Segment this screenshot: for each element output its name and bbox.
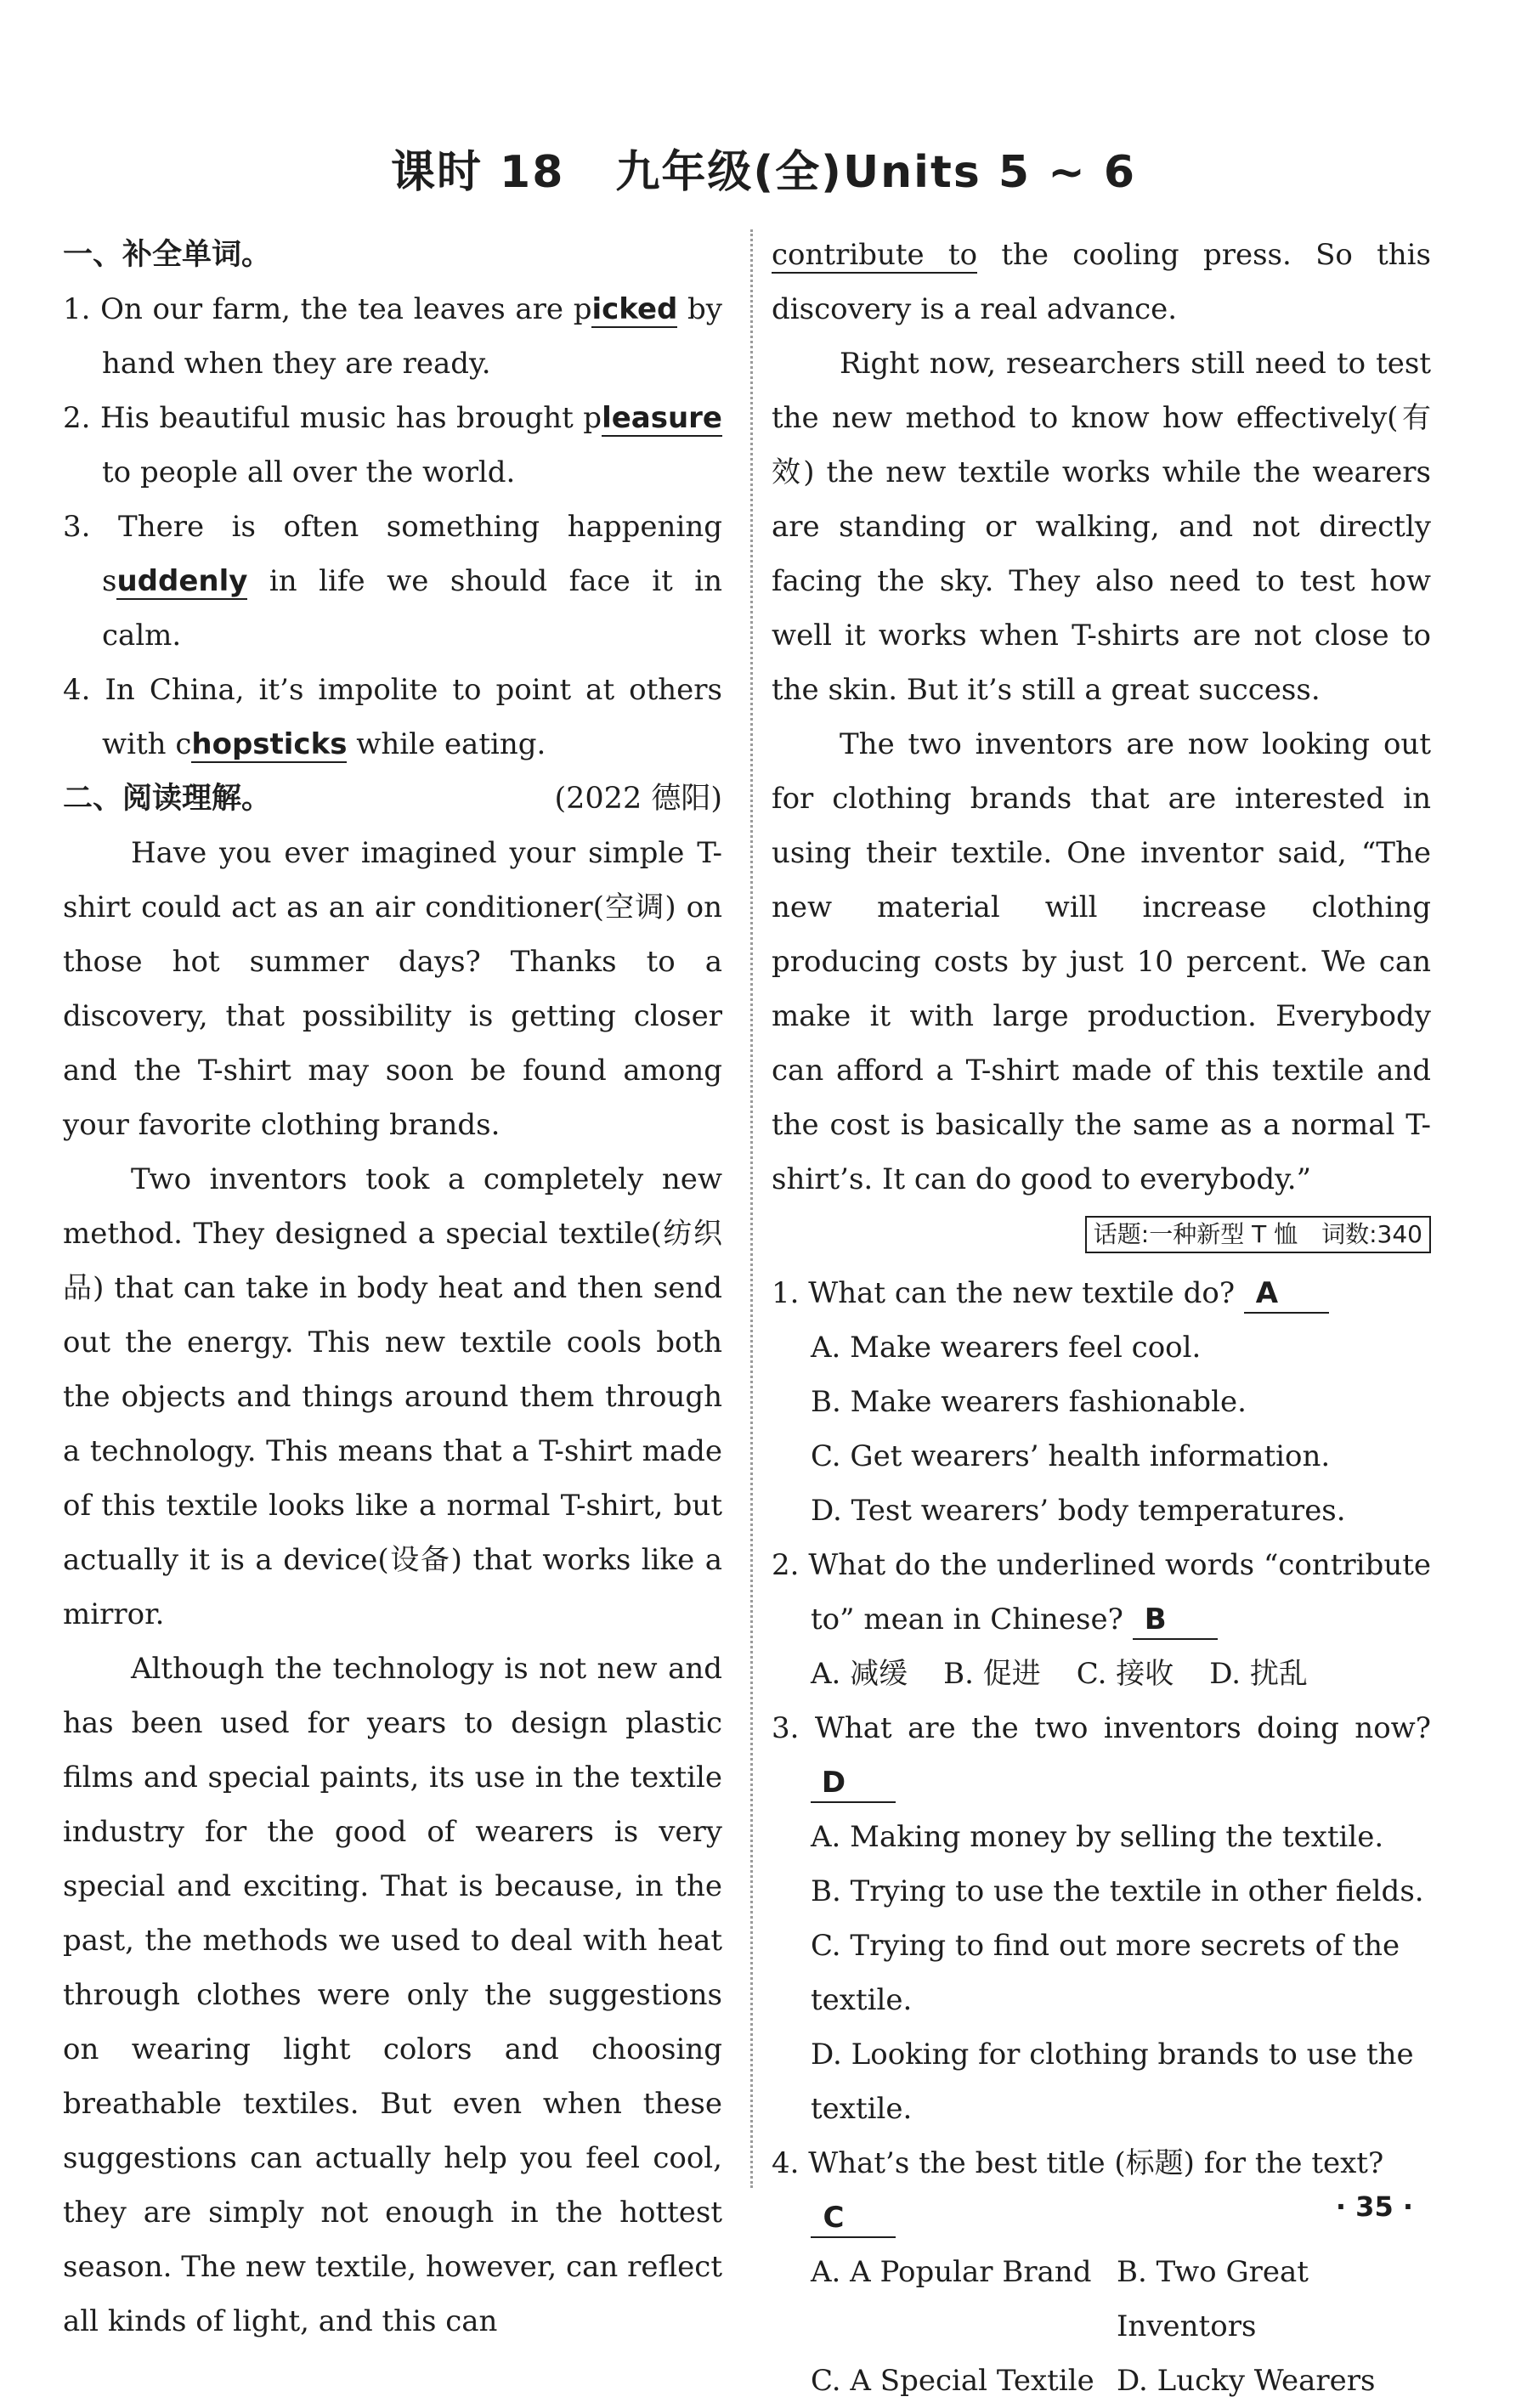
left-column	[63, 228, 722, 2349]
lesson-label: 课时 18	[390, 147, 565, 198]
page-number: · 35 ·	[1335, 2190, 1413, 2223]
q3-option-a: A. Making money by selling the textile.	[811, 1820, 1384, 1854]
answer-4: C	[811, 2199, 896, 2238]
grade-label: 九年级(全)Units 5 ~ 6	[615, 147, 1137, 198]
passage-paragraph-3-cont: contribute to the cooling press. So this discovery is a real advance.	[772, 238, 1431, 326]
q2-option-b: B. 促进	[943, 1657, 1041, 1691]
section1-heading: 一、补全单词。	[63, 238, 272, 272]
topic-tag: 话题:一种新型 T 恤 词数:340	[1085, 1216, 1431, 1253]
question-3: 3. What are the two inventors doing now? D	[772, 1701, 1431, 1810]
source-label: (2022 德阳)	[554, 782, 722, 816]
passage-paragraph-5: The two inventors are now looking out for clothing brands that are interested in using their textile. One inventor said, “The new material will increase clothing producing costs by just 10 percent. We can make it with large production. Everybody can afford a T-shirt made of this textile and the cost is basically the same as a normal T-shirt’s. It can do good to everybody.”	[772, 727, 1431, 1196]
fill-item-4: 4. In China, it’s impolite to point at others with chopsticks while eating.	[63, 673, 722, 761]
question-2: 2. What do the underlined words “contribute to” mean in Chinese? B	[772, 1538, 1431, 1647]
q1-option-a: A. Make wearers feel cool.	[811, 1331, 1202, 1365]
q3-option-b: B. Trying to use the textile in other fields.	[811, 1874, 1424, 1908]
passage-paragraph-1: Have you ever imagined your simple T-shirt could act as an air conditioner(空调) on those hot summer days? Thanks to a discovery, that possibility is getting closer and the T-shirt may soon be found among your favorite clothing brands.	[63, 836, 722, 1142]
fill-item-3: 3. There is often something happening suddenly in life we should face it in calm.	[63, 510, 722, 653]
question-1: 1. What can the new textile do? A	[772, 1266, 1431, 1320]
fill-answer-1: icked	[591, 292, 678, 326]
q1-option-b: B. Make wearers fashionable.	[811, 1385, 1247, 1419]
q3-option-d: D. Looking for clothing brands to use the textile.	[811, 2038, 1414, 2126]
q4-option-a: A. A Popular Brand	[811, 2255, 1092, 2289]
q2-option-c: C. 接收	[1076, 1657, 1174, 1691]
q4-option-b: B. Two Great Inventors	[1117, 2255, 1309, 2343]
passage-paragraph-4: Right now, researchers still need to test the new method to know how effectively(有效) the new textile works while the wearers are standing or walking, and not directly facing the sky. They also need to test how well it works when T-shirts are not close to the skin. But it’s still a great success.	[772, 347, 1431, 707]
column-divider	[750, 229, 753, 2188]
right-column	[772, 228, 1431, 2408]
fill-item-2: 2. His beautiful music has brought pleasure to people all over the world.	[63, 401, 722, 489]
answer-1: A	[1244, 1275, 1329, 1314]
q2-option-a: A. 减缓	[811, 1657, 908, 1691]
fill-answer-3: uddenly	[116, 564, 248, 598]
section2-heading: 二、阅读理解。 (2022 德阳)	[63, 772, 722, 826]
answer-2: B	[1133, 1601, 1218, 1640]
fill-item-1: 1. On our farm, the tea leaves are picked by hand when they are ready.	[63, 292, 723, 381]
fill-answer-2: leasure	[602, 401, 722, 435]
passage-paragraph-2: Two inventors took a completely new method. They designed a special textile(纺织品) that can take in body heat and then send out the energy. This new textile cools both the objects and things around them through a technology. This means that a T-shirt made of this textile looks like a normal T-shirt, but actually it is a device(设备) that works like a mirror.	[63, 1162, 722, 1631]
passage-paragraph-3: Although the technology is not new and has been used for years to design plastic films and special paints, its use in the textile industry for the good of wearers is very special and exciting. That is because, in the past, the methods we used to deal with heat through clothes were only the suggestions on wearing light colors and choosing breathable textiles. But even when these suggestions can actually help you feel cool, they are simply not enough in the hottest season. The new textile, however, can reflect all kinds of light, and this can	[63, 1652, 722, 2338]
q1-option-d: D. Test wearers’ body temperatures.	[811, 1494, 1346, 1528]
q3-option-c: C. Trying to find out more secrets of the textile.	[811, 1929, 1400, 2017]
underlined-phrase: contribute to	[772, 238, 978, 272]
page-title	[0, 136, 1527, 200]
q4-option-c: C. A Special Textile	[811, 2364, 1094, 2398]
q2-options	[772, 1647, 1431, 1701]
question-4: 4. What’s the best title (标题) for the text? C	[772, 2136, 1431, 2245]
q2-option-d: D. 扰乱	[1209, 1657, 1308, 1691]
q1-option-c: C. Get wearers’ health information.	[811, 1439, 1331, 1473]
q4-option-d: D. Lucky Wearers	[1117, 2364, 1376, 2398]
answer-3: D	[811, 1764, 896, 1803]
fill-answer-4: hopsticks	[191, 727, 348, 761]
q4-options	[772, 2245, 1431, 2408]
